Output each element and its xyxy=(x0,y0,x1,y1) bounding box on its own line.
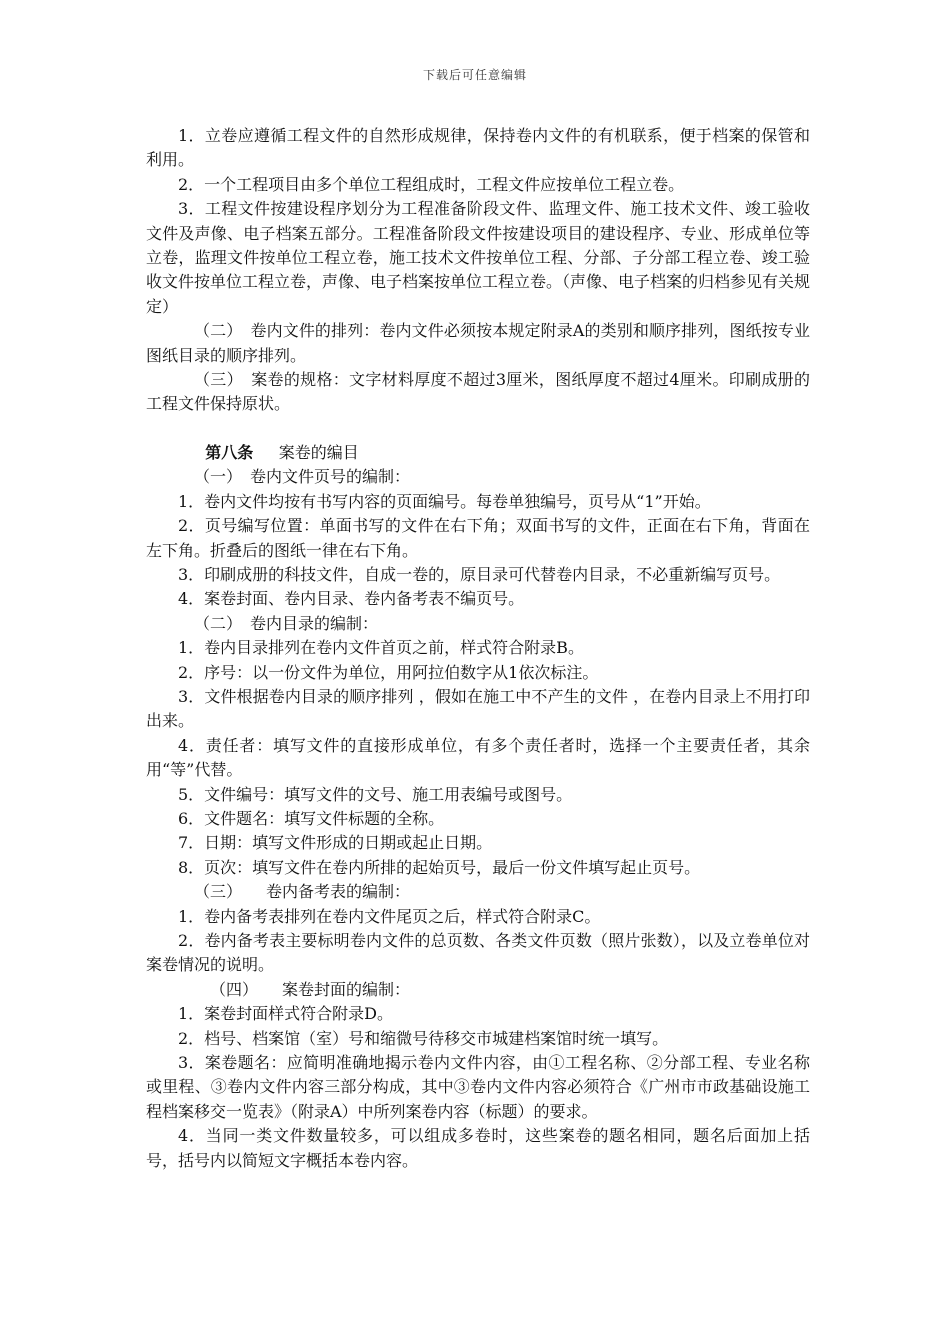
paragraph: 3．印刷成册的科技文件，自成一卷的，原目录可代替卷内目录，不必重新编写页号。 xyxy=(178,564,781,584)
paragraph: 2．序号：以一份文件为单位，用阿拉伯数字从1依次标注。 xyxy=(178,662,599,682)
paragraph: 1．立卷应遵循工程文件的自然形成规律，保持卷内文件的有机联系，便于档案的保管和利用。 xyxy=(146,126,810,170)
paragraph: 3．工程文件按建设程序划分为工程准备阶段文件、监理文件、施工技术文件、竣工验收文件及声像、电子档案五部分。工程准备阶段文件按建设项目的建设程序、专业、形成单位等立卷，监理文件按单位工程立卷，施工技术文件按单位工程、分部、子分部工程立卷、竣工验收文件按单位工程立卷，声像、电子档案按单位工程立卷。（声像、电子档案的归档参见有关规定） xyxy=(146,199,811,316)
paragraph: 6．文件题名：填写文件标题的全称。 xyxy=(178,808,445,828)
paragraph: 8．页次：填写文件在卷内所排的起始页号，最后一份文件填写起止页号。 xyxy=(178,857,701,877)
article-number: 第八条 xyxy=(205,442,254,462)
spacer xyxy=(146,417,810,441)
subsection-heading: （三） 卷内备考表的编制： xyxy=(194,882,411,902)
paragraph: （三） 案卷的规格：文字材料厚度不超过3厘米，图纸厚度不超过4厘米。印刷成册的工程文件保持原状。 xyxy=(146,370,810,414)
document-body xyxy=(146,124,810,1173)
paragraph: 1．卷内目录排列在卷内文件首页之前，样式符合附录B。 xyxy=(178,638,584,658)
paragraph: 4．责任者：填写文件的直接形成单位，有多个责任者时，选择一个主要责任者，其余用“等”代替。 xyxy=(146,735,810,780)
paragraph: 4．案卷封面、卷内目录、卷内备考表不编页号。 xyxy=(178,589,525,609)
paragraph: 5．文件编号：填写文件的文号、施工用表编号或图号。 xyxy=(178,784,573,804)
paragraph: 3．案卷题名：应简明准确地揭示卷内文件内容，由①工程名称、②分部工程、专业名称或里程、③卷内文件内容三部分构成，其中③卷内文件内容必须符合《广州市市政基础设施工程档案移交一览表》（附录A）中所列案卷内容（标题）的要求。 xyxy=(146,1053,810,1121)
paragraph: 1．卷内备考表排列在卷内文件尾页之后，样式符合附录C。 xyxy=(178,906,601,926)
paragraph: （二） 卷内文件的排列：卷内文件必须按本规定附录A的类别和顺序排列，图纸按专业图纸目录的顺序排列。 xyxy=(146,321,810,365)
paragraph: 2．档号、档案馆（室）号和缩微号待移交市城建档案馆时统一填写。 xyxy=(178,1028,669,1048)
paragraph: 2．卷内备考表主要标明卷内文件的总页数、各类文件页数（照片张数），以及立卷单位对案卷情况的说明。 xyxy=(146,931,810,975)
paragraph: 4．当同一类文件数量较多，可以组成多卷时，这些案卷的题名相同，题名后面加上括号，括号内以简短文字概括本卷内容。 xyxy=(146,1126,810,1170)
subsection-heading: （二） 卷内目录的编制： xyxy=(194,613,379,633)
subsection-heading: （四） 案卷封面的编制： xyxy=(210,979,411,999)
page-header: 下载后可任意编辑 xyxy=(422,68,527,82)
paragraph: 2．一个工程项目由多个单位工程组成时，工程文件应按单位工程立卷。 xyxy=(178,174,685,194)
article-heading xyxy=(146,441,810,465)
article-title: 案卷的编目 xyxy=(278,442,359,462)
paragraph: 2．页号编写位置：单面书写的文件在右下角；双面书写的文件，正面在右下角，背面在左下角。折叠后的图纸一律在右下角。 xyxy=(146,516,810,560)
paragraph: 1．卷内文件均按有书写内容的页面编号。每卷单独编号，页号从“1”开始。 xyxy=(178,491,711,511)
paragraph: 1．案卷封面样式符合附录D。 xyxy=(178,1004,394,1024)
subsection-heading: （一） 卷内文件页号的编制： xyxy=(194,467,411,487)
paragraph: 7．日期：填写文件形成的日期或起止日期。 xyxy=(178,833,493,853)
paragraph: 3．文件根据卷内目录的顺序排列 ，假如在施工中不产生的文件 ，在卷内目录上不用打印出来。 xyxy=(146,686,810,731)
